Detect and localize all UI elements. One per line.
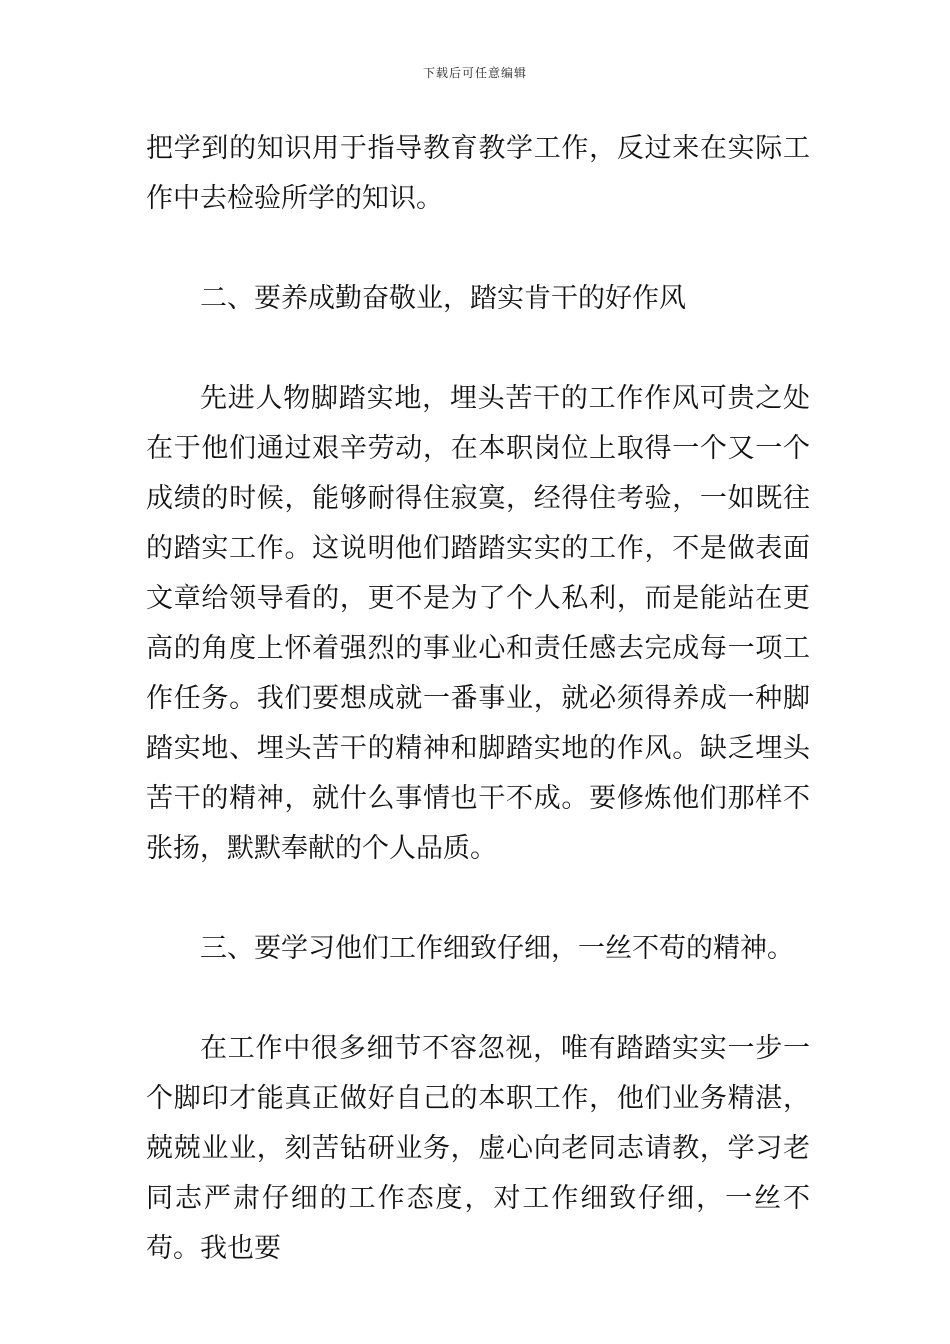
paragraph-continuation: 把学到的知识用于指导教育教学工作，反过来在实际工作中去检验所学的知识。 <box>146 133 810 214</box>
header-note: 下载后可任意编辑 <box>422 66 527 80</box>
paragraph-work-style: 先进人物脚踏实地，埋头苦干的工作作风可贵之处在于他们通过艰辛劳动，在本职岗位上取得一个又一个成绩的时候，能够耐得住寂寞，经得住考验，一如既往的踏实工作。这说明他们踏踏实实的工作，不是做表面文章给领导看的，更不是为了个人私利，而是能站在更高的角度上怀着强烈的事业心和责任感去完成每一项工作任务。我们要想成就一番事业，就必须得养成一种脚踏实地、埋头苦干的精神和脚踏实地的作风。缺乏埋头苦干的精神，就什么事情也干不成。要修炼他们那样不张扬，默默奉献的个人品质。 <box>146 383 810 864</box>
section-heading-2: 二、要养成勤奋敬业，踏实肯干的好作风 <box>200 283 686 314</box>
paragraph-meticulous: 在工作中很多细节不容忽视，唯有踏踏实实一步一个脚印才能真正做好自己的本职工作，他们业务精湛，兢兢业业，刻苦钻研业务，虚心向老同志请教，学习老同志严肃仔细的工作态度，对工作细致仔细，一丝不苟。我也要 <box>146 1033 810 1264</box>
paragraph-gap <box>146 974 810 1024</box>
paragraph-gap <box>146 324 810 374</box>
section-heading-3: 三、要学习他们工作细致仔细，一丝不苟的精神。 <box>200 933 794 964</box>
paragraph-gap <box>146 874 810 924</box>
paragraph-gap <box>146 224 810 274</box>
document-body <box>146 124 810 1274</box>
